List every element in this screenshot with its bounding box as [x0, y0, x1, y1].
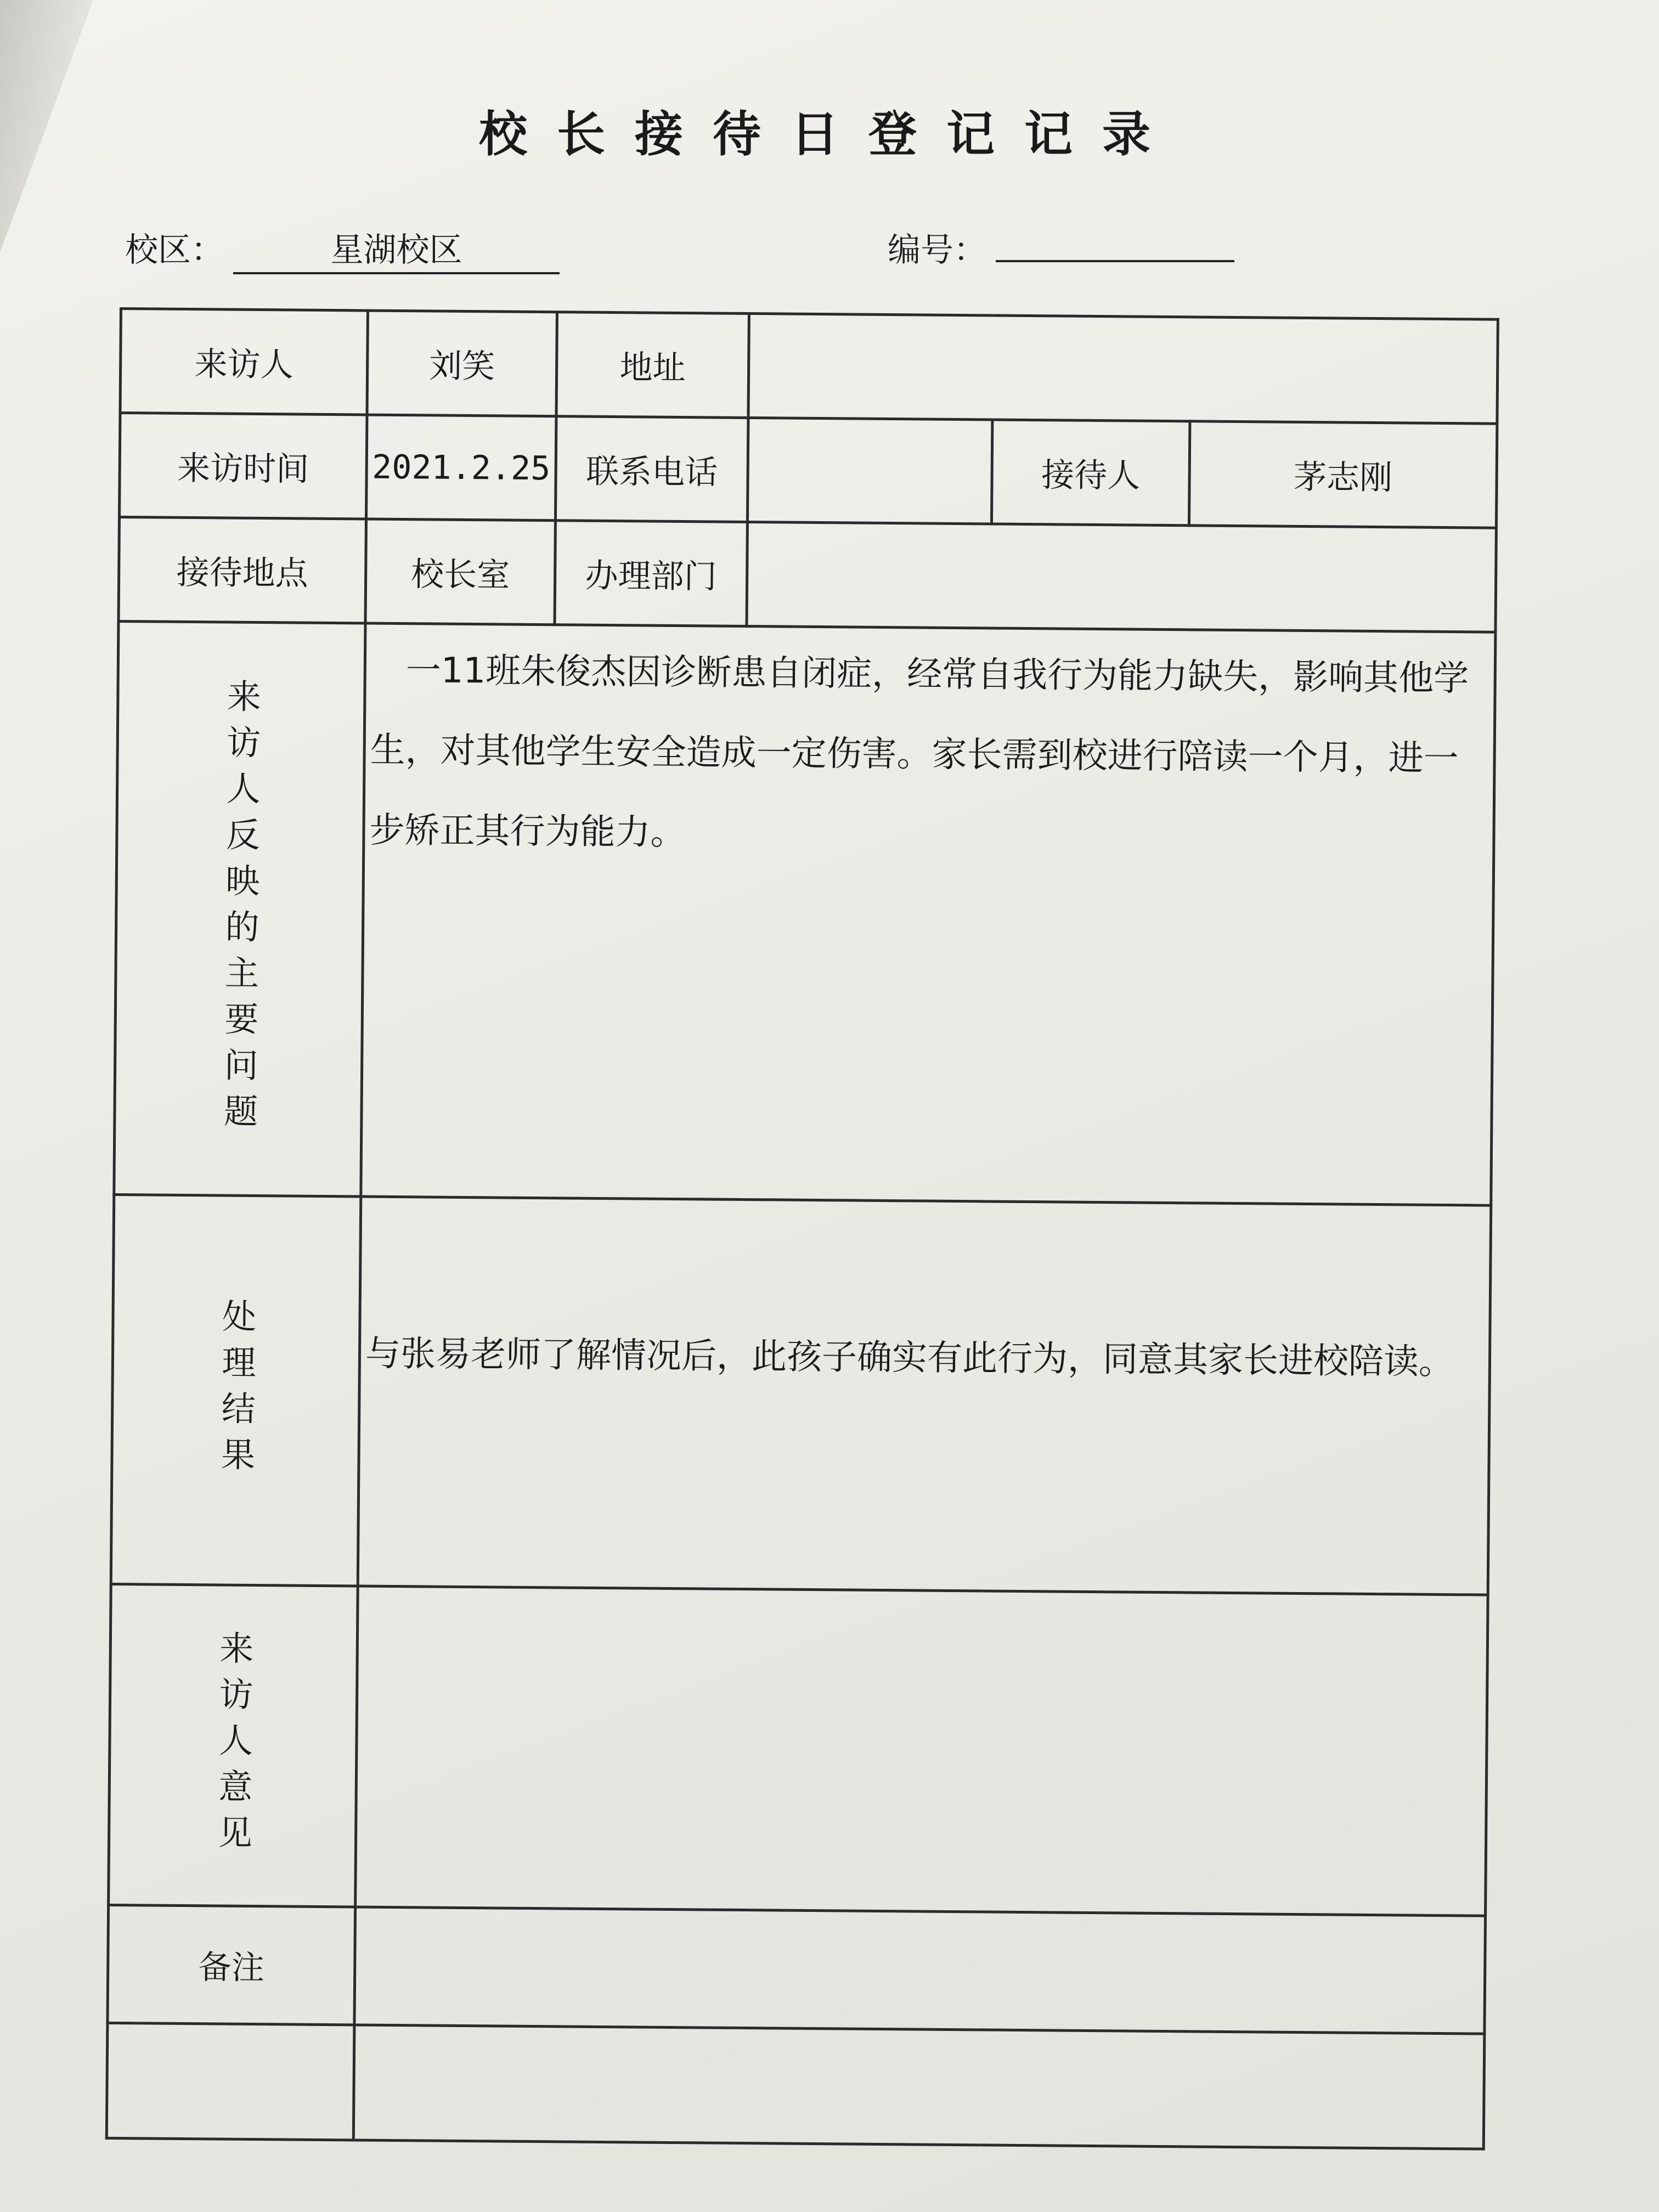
address-label: 地址 — [556, 312, 749, 418]
opinion-label: 来访人意见 — [212, 1630, 255, 1861]
result-label-cell — [111, 1194, 361, 1586]
receiver-value: 茅志刚 — [1189, 421, 1497, 528]
result-label: 处理结果 — [215, 1297, 257, 1483]
blank-label-cell — [106, 2023, 354, 2140]
opinion-value — [356, 1586, 1488, 1916]
note-value — [354, 1907, 1486, 2034]
table-row-note — [108, 1905, 1486, 2034]
number-value-blank — [996, 224, 1234, 262]
receiver-label: 接待人 — [991, 420, 1189, 526]
visitor-value: 刘笑 — [367, 311, 557, 416]
campus-value: 星湖校区 — [233, 224, 560, 274]
department-label: 办理部门 — [555, 521, 747, 627]
document-title: 校长接待日登记记录 — [478, 106, 1180, 162]
campus-label: 校区： — [125, 231, 224, 269]
phone-label: 联系电话 — [555, 416, 748, 522]
location-label: 接待地点 — [119, 517, 366, 624]
phone-value — [747, 418, 992, 524]
address-value — [748, 314, 1498, 424]
table-row-problem — [114, 622, 1496, 1206]
blank-value-cell — [353, 2025, 1485, 2149]
opinion-label-cell — [109, 1584, 358, 1907]
table-row-visitor — [120, 309, 1498, 424]
table-row-result — [111, 1194, 1491, 1595]
department-value — [747, 522, 1496, 633]
table-row-visit-time — [119, 413, 1497, 528]
visit-time-label: 来访时间 — [119, 413, 366, 520]
problem-content-cell — [361, 623, 1496, 1205]
location-value: 校长室 — [365, 519, 555, 625]
result-text: 与张易老师了解情况后，此孩子确实有此行为，同意其家长进校陪读。 — [365, 1333, 1454, 1383]
table-row-blank — [106, 2023, 1485, 2149]
reception-form-table — [105, 307, 1499, 2151]
visitor-label: 来访人 — [120, 309, 368, 415]
problem-text: 一11班朱俊杰因诊断患自闭症，经常自我行为能力缺失，影响其他学生，对其他学生安全造成一定伤害。家长需到校进行陪读一个月，进一步矫正其行为能力。 — [369, 650, 1469, 854]
number-label: 编号： — [888, 231, 986, 269]
table-row-opinion — [109, 1584, 1488, 1916]
problem-label: 来访人反映的主要问题 — [218, 678, 262, 1140]
note-label: 备注 — [108, 1905, 356, 2025]
table-row-location — [119, 517, 1496, 633]
result-content-cell — [358, 1197, 1491, 1595]
problem-label-cell — [114, 622, 365, 1197]
visit-time-value: 2021.2.25 — [366, 415, 556, 521]
